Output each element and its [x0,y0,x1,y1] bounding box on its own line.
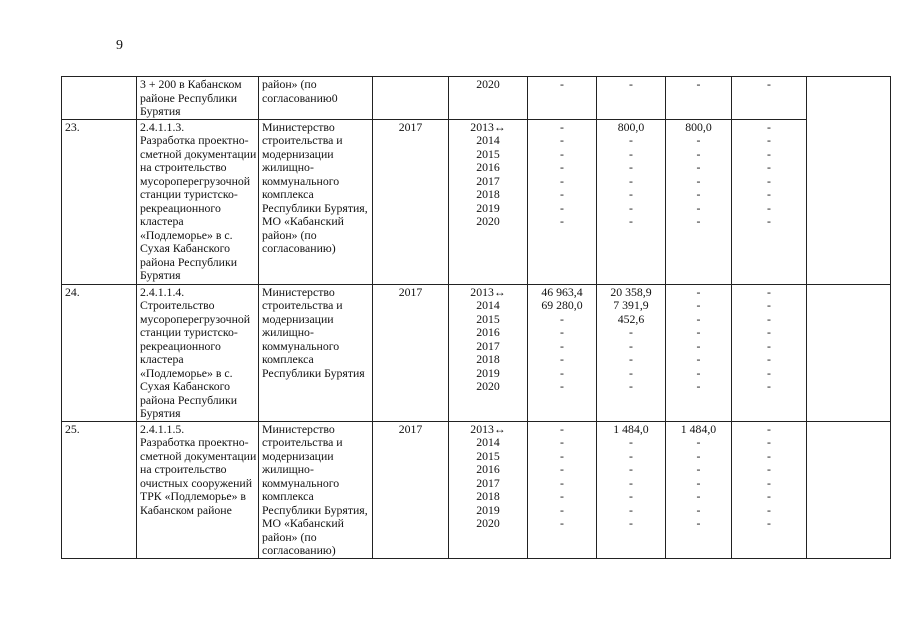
amount-cell-3: 1 484,0 - - - - - - - [666,421,732,558]
amount-cell-3: 800,0 - - - - - - - [666,119,732,284]
table-row [62,119,891,284]
amount-cell-3: - - - - - - - - [666,284,732,421]
start-year-cell [373,77,449,120]
amount-cell-2: 800,0 - - - - - - - [597,119,666,284]
start-year-cell: 2017 [373,119,449,284]
executor-cell: Министерство строительства и модернизации жилищно- коммунального комплекса Республики Бурятия [259,284,373,421]
amount-cell-1: - - - - - - - - [528,119,597,284]
years-cell: 2013↔ 2014 2015 2016 2017 2018 2019 2020 [449,284,528,421]
program-activities-table [61,76,891,559]
amount-cell-2: 1 484,0 - - - - - - - [597,421,666,558]
amount-cell-3: - [666,77,732,120]
row-number-cell: 24. [62,284,137,421]
start-year-cell: 2017 [373,284,449,421]
table-row [62,421,891,558]
amount-cell-1: - [528,77,597,120]
years-cell: 2013↔ 2014 2015 2016 2017 2018 2019 2020 [449,119,528,284]
executor-cell: район» (по согласованию0 [259,77,373,120]
amount-cell-4: - [732,77,807,120]
amount-cell-1: 46 963,4 69 280,0 - - - - - - [528,284,597,421]
amount-cell-2: 20 358,9 7 391,9 452,6 - - - - - [597,284,666,421]
event-name-cell: 2.4.1.1.4. Строительство мусороперегрузочной станции туристско- рекреационного кластера «Подлеморье» в с. Сухая Кабанского района Республики Бурятия [137,284,259,421]
event-name-cell: 2.4.1.1.3. Разработка проектно- сметной документации на строительство мусороперегрузочной станции туристско- рекреационного кластера «Подлеморье» в с. Сухая Кабанского района Республики Бурятия [137,119,259,284]
amount-cell-4: - - - - - - - - [732,119,807,284]
page-number: 9 [116,38,123,53]
start-year-cell: 2017 [373,421,449,558]
table-row [62,77,891,120]
event-name-cell: 3 + 200 в Кабанском районе Республики Бурятия [137,77,259,120]
row-number-cell: 25. [62,421,137,558]
row-number-cell: 23. [62,119,137,284]
table-row [62,284,891,421]
notes-cell [807,77,891,285]
notes-cell [807,284,891,421]
executor-cell: Министерство строительства и модернизации жилищно- коммунального комплекса Республики Бурятия, МО «Кабанский район» (по согласованию) [259,119,373,284]
executor-cell: Министерство строительства и модернизации жилищно- коммунального комплекса Республики Бурятия, МО «Кабанский район» (по согласованию) [259,421,373,558]
row-number-cell [62,77,137,120]
event-name-cell: 2.4.1.1.5. Разработка проектно- сметной документации на строительство очистных сооружений ТРК «Подлеморье» в Кабанском районе [137,421,259,558]
amount-cell-4: - - - - - - - - [732,421,807,558]
amount-cell-1: - - - - - - - - [528,421,597,558]
notes-cell [807,421,891,558]
amount-cell-4: - - - - - - - - [732,284,807,421]
years-cell: 2013↔ 2014 2015 2016 2017 2018 2019 2020 [449,421,528,558]
amount-cell-2: - [597,77,666,120]
years-cell: 2020 [449,77,528,120]
